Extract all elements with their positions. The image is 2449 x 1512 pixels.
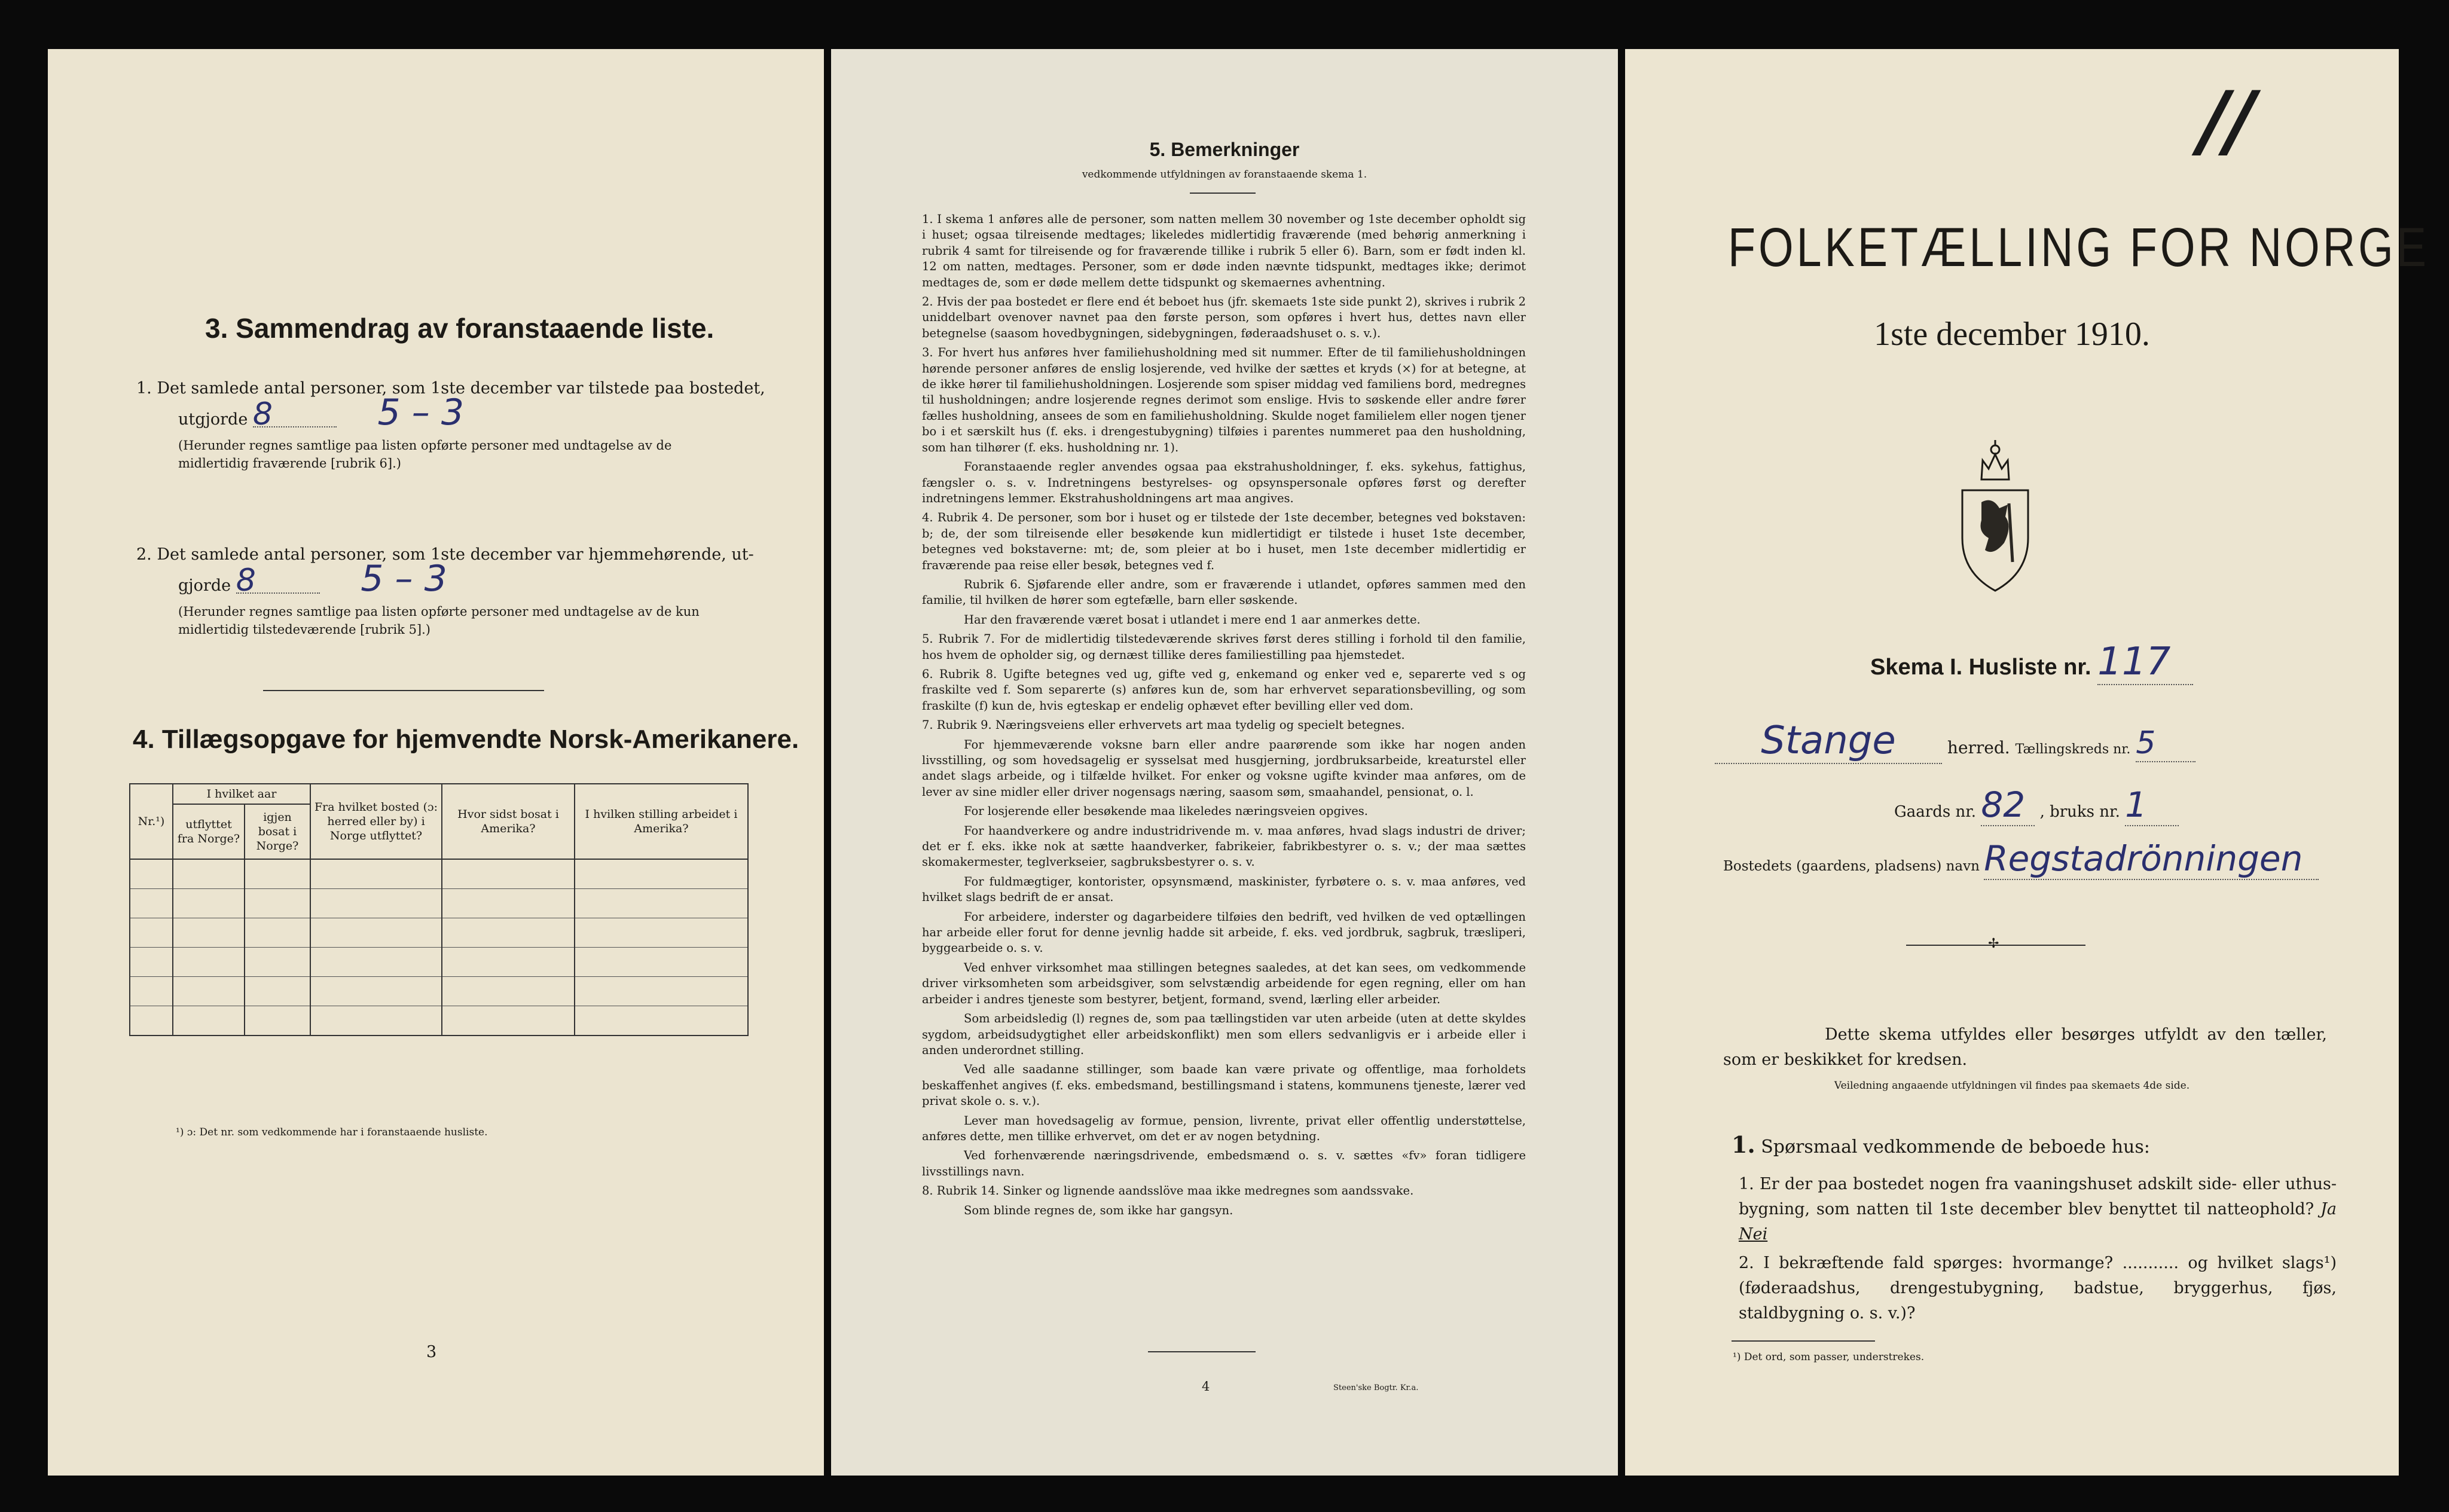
bosted-line: [1723, 838, 2319, 880]
instruction-small: Veiledning angaaende utfyldningen vil findes paa skemaets 4de side.: [1834, 1080, 2190, 1092]
item-1-prefix: utgjorde: [178, 410, 248, 429]
bruks-value: 1: [2125, 784, 2179, 826]
item-2-prefix: gjorde: [178, 576, 231, 595]
remark: 1. I skema 1 anføres alle de personer, som natten mellem 30 november og 1ste december opholdt sig i huset; ogsaa tilreisende medtages; likeledes midlertidig fraværende (med behørig anmerkning i rubrik 4 samt for tilreisende og for fraværende tillike i rubrik 5 eller 6). Barn, som er født inden kl. 12 om natten, medtages. Personer, som er døde inden nævnte tidspunkt, medtages ikke; derimot medtages de, som er døde mellem dette tidspunkt og skemaernes avhentning.: [922, 212, 1526, 289]
bosted-value: Regstadrönningen: [1984, 838, 2319, 880]
remark: 4. Rubrik 4. De personer, som bor i huset og er tilstede der 1ste december, betegnes ved bokstaven: b; de, der som tilreisende eller besøkende kun midlertidigt er tilstede i huset 1ste december, betegnes ved bokstaverne: mt; de, som pleier at bo i huset, men 1ste december midlertidig er fraværende paa reise eller besøk, betegnes ved f.: [922, 511, 1526, 572]
bruks-label: , bruks nr.: [2039, 803, 2120, 821]
page-4: [831, 49, 1618, 1476]
question-1-text: 1. Er der paa bostedet nogen fra vaaningshuset adskilt side- eller uthus-bygning, som natten til 1ste december blev benyttet til natteophold?: [1739, 1175, 2337, 1218]
remarks-list: [922, 212, 1526, 1222]
question-2: 2. I bekræftende fald spørges: hvormange? ........... og hvilket slags¹) (føderaadshus, drengestubygning, badstue, bryggerhus, fjøs, staldbygning o. s. v.)?: [1739, 1254, 2337, 1322]
remarks-title: 5. Bemerkninger: [1149, 139, 1300, 160]
remark: For hjemmeværende voksne barn eller andre paarørende som ikke har nogen anden livsstilling, og som hovedsagelig er sysselsat med husgjerning, jordbruksarbeide, kreaturstel eller andet slags arbeide, og i tilfælde hvilket. For enker og voksne ugifte kvinder maa anføres, om de lever av sine midler eller driver nogensags næring, saasom søm, smaahandel, pensionat, o. l.: [922, 737, 1526, 799]
returnees-table: [129, 783, 749, 1036]
table-row: [130, 918, 748, 948]
table-footnote: ¹) ɔ: Det nr. som vedkommende har i foranstaaende husliste.: [176, 1126, 488, 1138]
remark: Ved enhver virksomhet maa stillingen betegnes saaledes, at det kan sees, om vedkommende driver virksomheten som arbeidsgiver, som selvstændig arbeidende for egen regning, eller om han arbeider i andres tjeneste som bestyrer, betjent, formand, svend, lærling eller arbeider.: [922, 960, 1526, 1006]
table-row: [130, 977, 748, 1006]
section-3-title: 3. Sammendrag av foranstaaende liste.: [205, 313, 714, 344]
table-row: [130, 889, 748, 918]
section-4-title: 4. Tillægsopgave for hjemvendte Norsk-Amerikanere.: [133, 725, 799, 754]
remark: 2. Hvis der paa bostedet er flere end ét beboet hus (jfr. skemaets 1ste side punkt 2), skrives i rubrik 2 uniddelbart ovenover navnet paa den første person, som opføres i hvert hus, dettes navn eller betegnelse (saasom hovedbygningen, sidebygningen, føderaadshuset o. s. v.).: [922, 295, 1526, 340]
kreds-label: Tællingskreds nr.: [2015, 742, 2131, 757]
remark: 5. Rubrik 7. For de midlertidig tilstedeværende skrives først deres stilling i forhold til den familie, hos hvem de opholder sig, og dernæst tillike deres familiestilling paa hjemstedet.: [922, 632, 1526, 662]
col-last-residence: Hvor sidst bosat i Amerika?: [442, 784, 575, 859]
remark: 8. Rubrik 14. Sinker og lignende aandsslöve maa ikke medregnes som aandssvake.: [922, 1184, 1414, 1198]
remark: 3. For hvert hus anføres hver familiehusholdning med sit nummer. Efter de til familiehusholdningen hørende personer anføres de enslig losjerende, ved hvilke der sættes et kryds (×) for at betegne, at de ikke hører til familiehusholdningen. Losjerende som spiser middag ved familiens bord, medregnes til husholdningen; andre losjerende regnes derimot som enslige. Hvis to søskende eller andre fører fælles husholdning, ansees de som en familiehusholdning. Skulde noget familielem eller nogen tjener bo i et særskilt hus (f. eks. i drengestubygning) tilføies i parentes nummeret paa den husholdning, som han tilhører (f. eks. husholdning nr. 1).: [922, 346, 1526, 454]
instruction-text: Dette skema utfyldes eller besørges utfyldt av den tæller, som er beskikket for kredsen.: [1723, 1025, 2327, 1069]
remark: Ved alle saadanne stillinger, som baade kan være private og offentlige, maa forholdets beskaffenhet angives (f. eks. embedsmand, bestillingsmand i statens, kommunens tjeneste, lærer ved privat skole o. s. v.).: [922, 1062, 1526, 1108]
item-1-text: 1. Det samlede antal personer, som 1ste december var tilstede paa bostedet,: [136, 379, 765, 398]
coat-of-arms-icon: [1958, 436, 2033, 600]
kreds-value: 5: [2136, 725, 2195, 762]
gaards-value: 82: [1981, 784, 2035, 826]
remark: Ved forhenværende næringsdrivende, embedsmænd o. s. v. sættes «fv» foran tidligere livsstillings navn.: [922, 1148, 1526, 1178]
gaards-line: [1894, 784, 2179, 826]
husliste-number: 117: [2097, 640, 2193, 685]
remarks-subtitle: vedkommende utfyldningen av foranstaaende skema 1.: [1082, 169, 1367, 181]
col-group-year: I hvilket aar: [173, 784, 310, 804]
col-nr: Nr.¹): [130, 784, 173, 859]
remark: Rubrik 6. Sjøfarende eller andre, som er fraværende i utlandet, opføres sammen med den familie, til hvilken de hører som egtefælle, barn eller søskende.: [922, 577, 1526, 607]
corner-mark: II: [2182, 73, 2269, 177]
remark: For arbeidere, inderster og dagarbeidere tilføies den bedrift, ved hvilken de ved optællingen har arbeide eller forut for denne jevnlig hadde sit arbeide, f. eks. ved jordbruk, sagbruk, træsliperi, byggearbeide o. s. v.: [922, 909, 1526, 955]
item-1-value: 8: [253, 402, 337, 427]
col-from-where: Fra hvilket bosted (ɔ: herred eller by) i Norge utflyttet?: [310, 784, 442, 859]
herred-line: [1715, 719, 2372, 764]
divider: [1190, 193, 1256, 194]
schema-label: Skema I. Husliste nr.: [1870, 655, 2091, 680]
page-number: 3: [426, 1343, 437, 1361]
table-row: [130, 859, 748, 889]
gaards-label: Gaards nr.: [1894, 803, 1977, 821]
remark: For fuldmægtiger, kontorister, opsynsmænd, maskinister, fyrbøtere o. s. v. maa anføres, ved hvilket slags bedrift de er ansat.: [922, 874, 1526, 905]
questions-heading: [1732, 1131, 2150, 1158]
questions-title: Spørsmaal vedkommende de beboede hus:: [1761, 1137, 2150, 1157]
divider: [1732, 1340, 1875, 1342]
q1-answer-ja: Ja: [2320, 1200, 2337, 1218]
remark: Lever man hovedsagelig av formue, pension, livrente, privat eller offentlig understøttelse, anføres dette, men tillike erhvervet, om det er av nogen betydning.: [922, 1113, 1526, 1143]
remark: For haandverkere og andre industridrivende m. v. maa anføres, hvad slags industri de driver; det er f. eks. ikke nok at sætte haandverker, fabrikeier, fabrikbestyrer o. s. v.; der maa sættes skomakermester, teglverkseier, sagbruksbestyrer o. s. v.: [922, 823, 1526, 869]
divider: [1148, 1351, 1256, 1352]
q1-answer-nei: Nei: [1739, 1225, 1768, 1244]
remark: 6. Rubrik 8. Ugifte betegnes ved ug, gifte ved g, enkemand og enker ved e, separerte ved s og fraskilte ved f. Som separerte (s) anføres kun de, som har erhvervet separationsbevilling, og som fraskilte (f) kun de, hvis egteskap er endelig ophævet efter bevilling eller ved dom.: [922, 667, 1526, 713]
herred-label: herred.: [1947, 738, 2010, 757]
questions-number: 1.: [1732, 1131, 1755, 1158]
col-emigrated: utflyttet fra Norge?: [173, 804, 245, 859]
divider: [263, 690, 544, 691]
table-row: [130, 948, 748, 977]
bosted-label: Bostedets (gaardens, pladsens) navn: [1723, 859, 1980, 874]
item-2-text: 2. Det samlede antal personer, som 1ste december var hjemmehørende, ut-: [136, 545, 754, 564]
ornament-icon: ✢: [1988, 936, 1999, 951]
item-1-breakdown: 5 – 3: [377, 392, 465, 433]
col-returned: igjen bosat i Norge?: [245, 804, 310, 859]
page-number: 4: [1202, 1379, 1210, 1394]
printer-imprint: Steen'ske Bogtr. Kr.a.: [1333, 1383, 1419, 1392]
form-title: FOLKETÆLLING FOR NORGE: [1728, 217, 2429, 278]
remark: For losjerende eller besøkende maa likeledes næringsveien opgives.: [964, 804, 1368, 818]
herred-value: Stange: [1715, 719, 1942, 764]
item-2-value: 8: [236, 569, 320, 594]
schema-line: [1870, 640, 2193, 685]
col-position: I hvilken stilling arbeidet i Amerika?: [575, 784, 748, 859]
remark: Som arbeidsledig (l) regnes de, som paa tællingstiden var uten arbeide (uten at dette skyldes sygdom, arbeidsudygtighet eller arbeidskonflikt) men som ellers sedvanligvis er i arbeide eller i anden underordnet stilling.: [922, 1012, 1526, 1057]
remark: Foranstaaende regler anvendes ogsaa paa ekstrahusholdninger, f. eks. sykehus, fattighus, fængsler o. s. v. Indretningens bestyrelses- og opsynspersonale opføres først og derefter indretningens lemmer. Ekstrahusholdningens art maa angives.: [922, 460, 1526, 505]
table-row: [130, 1006, 748, 1036]
page-1: [1625, 49, 2429, 1476]
remark: Som blinde regnes de, som ikke har gangsyn.: [964, 1203, 1233, 1217]
remark: Har den fraværende været bosat i utlandet i mere end 1 aar anmerkes dette.: [964, 612, 1421, 627]
form-date: 1ste december 1910.: [1874, 316, 2150, 353]
summary-item-1: [136, 377, 770, 472]
page-3: [48, 49, 824, 1476]
remark: 7. Rubrik 9. Næringsveiens eller erhvervets art maa tydelig og specielt betegnes.: [922, 718, 1405, 732]
item-1-note: (Herunder regnes samtlige paa listen opførte personer med undtagelse av de midlertidig fraværende [rubrik 6].): [178, 438, 672, 471]
summary-item-2: [136, 543, 770, 639]
question-1: [1739, 1172, 2337, 1247]
item-2-note: (Herunder regnes samtlige paa listen opførte personer med undtagelse av de kun midlertidig tilstedeværende [rubrik 5].): [178, 604, 700, 637]
page-footnote: ¹) Det ord, som passer, understrekes.: [1733, 1351, 1925, 1363]
item-2-breakdown: 5 – 3: [361, 558, 447, 600]
